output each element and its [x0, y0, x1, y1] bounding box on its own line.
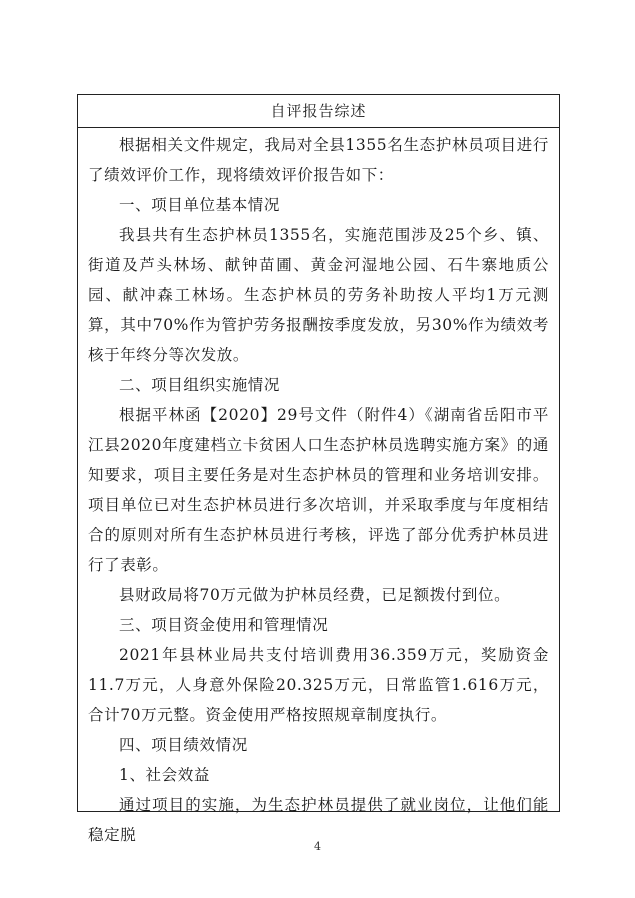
- section-2-paragraph-1: 根据平林函【2020】29号文件（附件4）《湖南省岳阳市平江县2020年度建档立卡贫困人口生态护林员选聘实施方案》的通知要求，项目主要任务是对生态护林员的管理和业务培训安排。项目单位已对生态护林员进行多次培训，并采取季度与年度相结合的原则对所有生态护林员进行考核，评选了部分优秀护林员进行了表彰。: [88, 406, 549, 574]
- section-2-heading: 二、项目组织实施情况: [119, 376, 281, 394]
- report-frame: [77, 94, 560, 844]
- report-body: [78, 128, 559, 850]
- section-4-subheading-1: 1、社会效益: [119, 766, 210, 784]
- section-1-heading: 一、项目单位基本情况: [119, 196, 281, 214]
- section-3-paragraph: 2021年县林业局共支付培训费用36.359万元，奖励资金11.7万元，人身意外保险20.325万元，日常监管1.616万元，合计70万元整。资金使用严格按照规章制度执行。: [88, 646, 549, 724]
- page-number: 4: [314, 840, 321, 853]
- intro-paragraph: 根据相关文件规定，我局对全县1355名生态护林员项目进行了绩效评价工作，现将绩效评价报告如下：: [88, 136, 549, 184]
- section-4-paragraph: 通过项目的实施，为生态护林员提供了就业岗位，让他们能稳定脱: [88, 796, 549, 844]
- section-2-paragraph-2: 县财政局将70万元做为护林员经费，已足额拨付到位。: [119, 586, 511, 604]
- section-3-heading: 三、项目资金使用和管理情况: [119, 616, 329, 634]
- report-title: 自评报告综述: [78, 95, 559, 128]
- section-4-heading: 四、项目绩效情况: [119, 736, 248, 754]
- section-1-paragraph: 我县共有生态护林员1355名，实施范围涉及25个乡、镇、街道及芦头林场、献钟苗圃、黄金河湿地公园、石牛寨地质公园、献冲森工林场。生态护林员的劳务补助按人平均1万元测算，其中70%作为管护劳务报酬按季度发放，另30%作为绩效考核于年终分等次发放。: [88, 226, 549, 364]
